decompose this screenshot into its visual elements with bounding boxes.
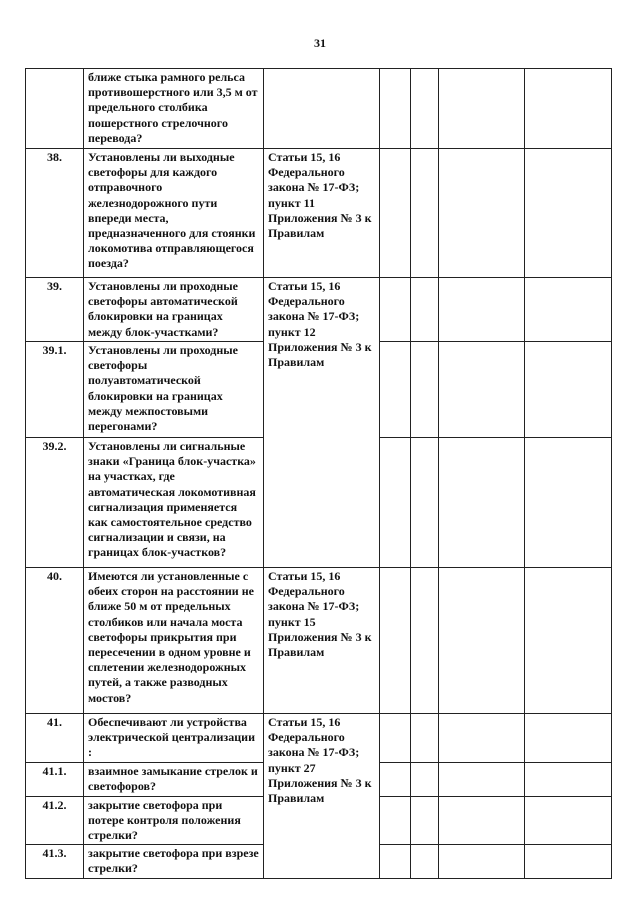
question-text: взаимное замыкание стрелок и светофоров? bbox=[84, 763, 264, 797]
answer-cell-no[interactable] bbox=[411, 342, 439, 438]
answer-cell-yes[interactable] bbox=[380, 845, 411, 879]
answer-cell-no[interactable] bbox=[411, 278, 439, 342]
answer-cell-na[interactable] bbox=[439, 763, 525, 797]
item-number bbox=[26, 69, 84, 149]
answer-cell-na[interactable] bbox=[439, 797, 525, 845]
answer-cell-yes[interactable] bbox=[380, 149, 411, 278]
question-text: Установлены ли проходные светофоры автоматической блокировки на границах между блок-участками? bbox=[84, 278, 264, 342]
answer-cell-yes[interactable] bbox=[380, 69, 411, 149]
question-text: ближе стыка рамного рельса противошерстного или 3,5 м от предельного столбика пошерстного стрелочного перевода? bbox=[84, 69, 264, 149]
question-text: Обеспечивают ли устройства электрической централизации : bbox=[84, 714, 264, 763]
table-row bbox=[26, 568, 612, 714]
answer-cell-na[interactable] bbox=[439, 438, 525, 568]
answer-cell-na[interactable] bbox=[439, 845, 525, 879]
answer-cell-no[interactable] bbox=[411, 568, 439, 714]
answer-cell-na[interactable] bbox=[439, 342, 525, 438]
item-number: 39.2. bbox=[26, 438, 84, 568]
reference-text: Статьи 15, 16 Федерального закона № 17-ФЗ; пункт 15 Приложения № 3 к Правилам bbox=[264, 568, 380, 714]
notes-cell[interactable] bbox=[525, 278, 612, 342]
notes-cell[interactable] bbox=[525, 342, 612, 438]
notes-cell[interactable] bbox=[525, 797, 612, 845]
answer-cell-na[interactable] bbox=[439, 714, 525, 763]
notes-cell[interactable] bbox=[525, 763, 612, 797]
answer-cell-no[interactable] bbox=[411, 845, 439, 879]
question-text: закрытие светофора при взрезе стрелки? bbox=[84, 845, 264, 879]
reference-text: Статьи 15, 16 Федерального закона № 17-ФЗ; пункт 27 Приложения № 3 к Правилам bbox=[264, 714, 380, 879]
notes-cell[interactable] bbox=[525, 149, 612, 278]
item-number: 40. bbox=[26, 568, 84, 714]
reference-text: Статьи 15, 16 Федерального закона № 17-ФЗ; пункт 11 Приложения № 3 к Правилам bbox=[264, 149, 380, 278]
item-number: 41.2. bbox=[26, 797, 84, 845]
notes-cell[interactable] bbox=[525, 568, 612, 714]
item-number: 41.1. bbox=[26, 763, 84, 797]
answer-cell-yes[interactable] bbox=[380, 797, 411, 845]
question-text: Установлены ли сигнальные знаки «Граница блок-участка» на участках, где автоматическая локомотивная сигнализация применяется как самостоятельное средство сигнализации и связи, на границах блок-участков? bbox=[84, 438, 264, 568]
table-row bbox=[26, 149, 612, 278]
question-text: Установлены ли выходные светофоры для каждого отправочного железнодорожного пути впереди места, предназначенного для стоянки локомотива отправляющегося поезда? bbox=[84, 149, 264, 278]
answer-cell-na[interactable] bbox=[439, 69, 525, 149]
notes-cell[interactable] bbox=[525, 69, 612, 149]
reference-cell bbox=[264, 69, 380, 149]
question-text: Установлены ли проходные светофоры полуавтоматической блокировки на границах между межпостовыми перегонами? bbox=[84, 342, 264, 438]
table-row bbox=[26, 714, 612, 763]
item-number: 39. bbox=[26, 278, 84, 342]
item-number: 38. bbox=[26, 149, 84, 278]
answer-cell-yes[interactable] bbox=[380, 438, 411, 568]
answer-cell-yes[interactable] bbox=[380, 342, 411, 438]
answer-cell-yes[interactable] bbox=[380, 278, 411, 342]
table-row bbox=[26, 69, 612, 149]
checklist-table bbox=[25, 68, 612, 879]
answer-cell-na[interactable] bbox=[439, 278, 525, 342]
page-number: 31 bbox=[314, 36, 326, 50]
item-number: 39.1. bbox=[26, 342, 84, 438]
answer-cell-yes[interactable] bbox=[380, 568, 411, 714]
question-text: Имеются ли установленные с обеих сторон на расстоянии не ближе 50 м от предельных столбиков или начала моста светофоры прикрытия при пересечении в одном уровне и сплетении железнодорожных путей, а также разводных мостов? bbox=[84, 568, 264, 714]
answer-cell-no[interactable] bbox=[411, 714, 439, 763]
notes-cell[interactable] bbox=[525, 714, 612, 763]
notes-cell[interactable] bbox=[525, 845, 612, 879]
answer-cell-na[interactable] bbox=[439, 568, 525, 714]
item-number: 41. bbox=[26, 714, 84, 763]
answer-cell-yes[interactable] bbox=[380, 763, 411, 797]
answer-cell-no[interactable] bbox=[411, 149, 439, 278]
table-row bbox=[26, 278, 612, 342]
answer-cell-no[interactable] bbox=[411, 797, 439, 845]
question-text: закрытие светофора при потере контроля положения стрелки? bbox=[84, 797, 264, 845]
notes-cell[interactable] bbox=[525, 438, 612, 568]
answer-cell-na[interactable] bbox=[439, 149, 525, 278]
answer-cell-no[interactable] bbox=[411, 438, 439, 568]
answer-cell-no[interactable] bbox=[411, 69, 439, 149]
answer-cell-yes[interactable] bbox=[380, 714, 411, 763]
reference-text: Статьи 15, 16 Федерального закона № 17-ФЗ; пункт 12 Приложения № 3 к Правилам bbox=[264, 278, 380, 568]
item-number: 41.3. bbox=[26, 845, 84, 879]
answer-cell-no[interactable] bbox=[411, 763, 439, 797]
